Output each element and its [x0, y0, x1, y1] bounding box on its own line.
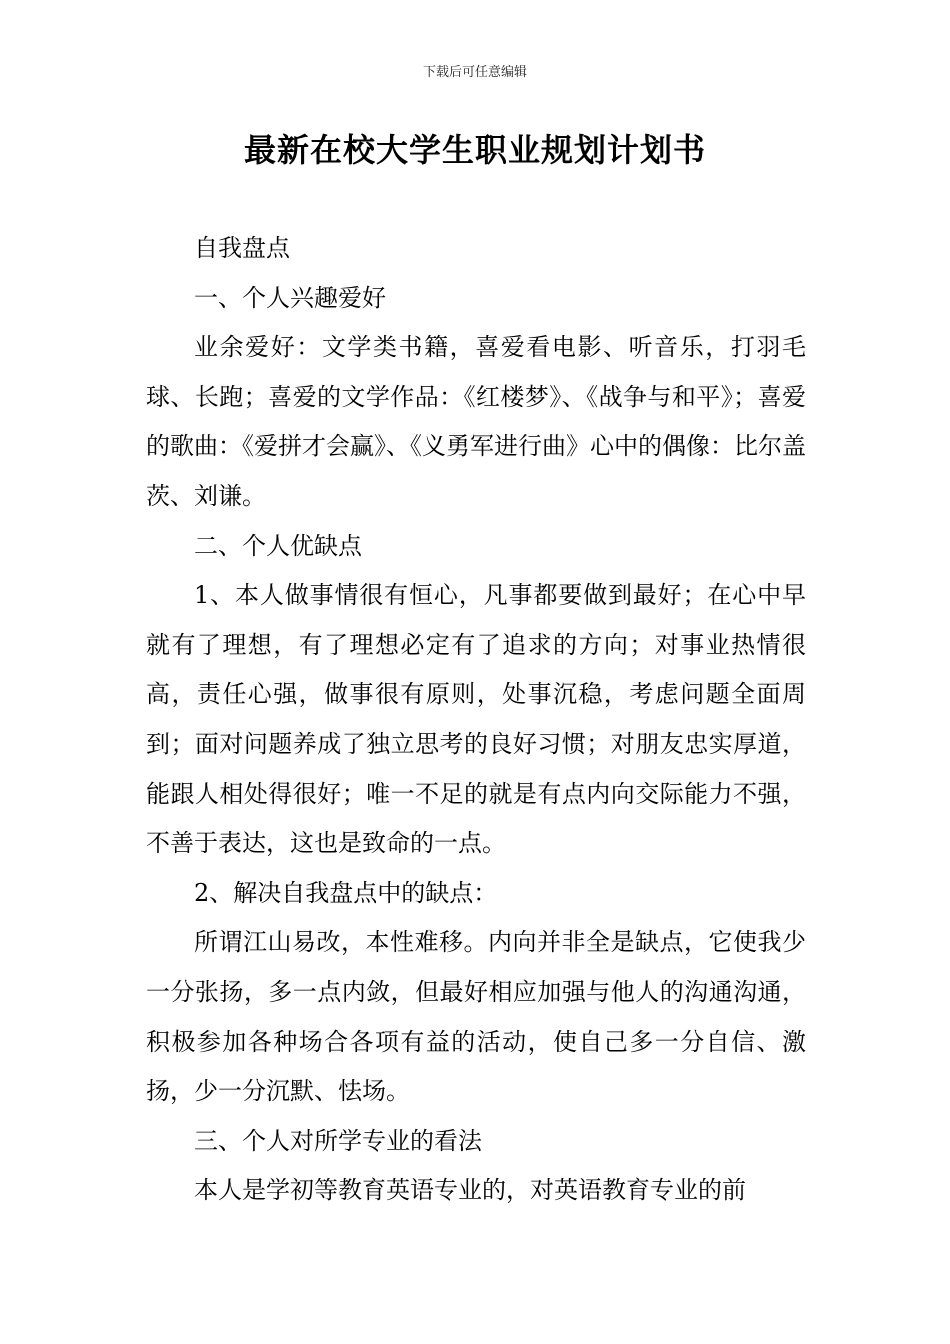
paragraph-major-view: 本人是学初等教育英语专业的，对英语教育专业的前: [194, 1176, 746, 1205]
paragraph-solve-weaknesses-heading: 2、解决自我盘点中的缺点：: [194, 878, 498, 907]
paragraph-hobbies: 业余爱好：文学类书籍，喜爱看电影、听音乐，打羽毛球、长跑；喜爱的文学作品：《红楼梦》、《战争与和平》；喜爱的歌曲：《爱拼才会赢》、《义勇军进行曲》心中的偶像：比尔盖茨、刘谦。: [146, 333, 806, 510]
paragraph-strengths: 1、本人做事情很有恒心，凡事都要做到最好；在心中早就有了理想，有了理想必定有了追求的方向；对事业热情很高，责任心强，做事很有原则，处事沉稳，考虑问题全面周到；面对问题养成了独立思考的良好习惯；对朋友忠实厚道，能跟人相处得很好；唯一不足的就是有点内向交际能力不强，不善于表达，这也是致命的一点。: [146, 581, 806, 858]
section-heading-interests: 一、个人兴趣爱好: [194, 283, 386, 312]
document-title: 最新在校大学生职业规划计划书: [243, 131, 706, 169]
header-note: 下载后可任意编辑: [422, 65, 527, 80]
paragraph-solve-weaknesses: 所谓江山易改，本性难移。内向并非全是缺点，它使我少一分张扬，多一点内敛，但最好相应加强与他人的沟通沟通，积极参加各种场合各项有益的活动，使自己多一分自信、激扬，少一分沉默、怯场。: [146, 928, 806, 1106]
section-heading-strengths-weaknesses: 二、个人优缺点: [194, 531, 362, 560]
section-heading-self-assessment: 自我盘点: [194, 234, 290, 262]
section-heading-major-view: 三、个人对所学专业的看法: [194, 1126, 482, 1155]
document-body: [146, 224, 806, 1216]
